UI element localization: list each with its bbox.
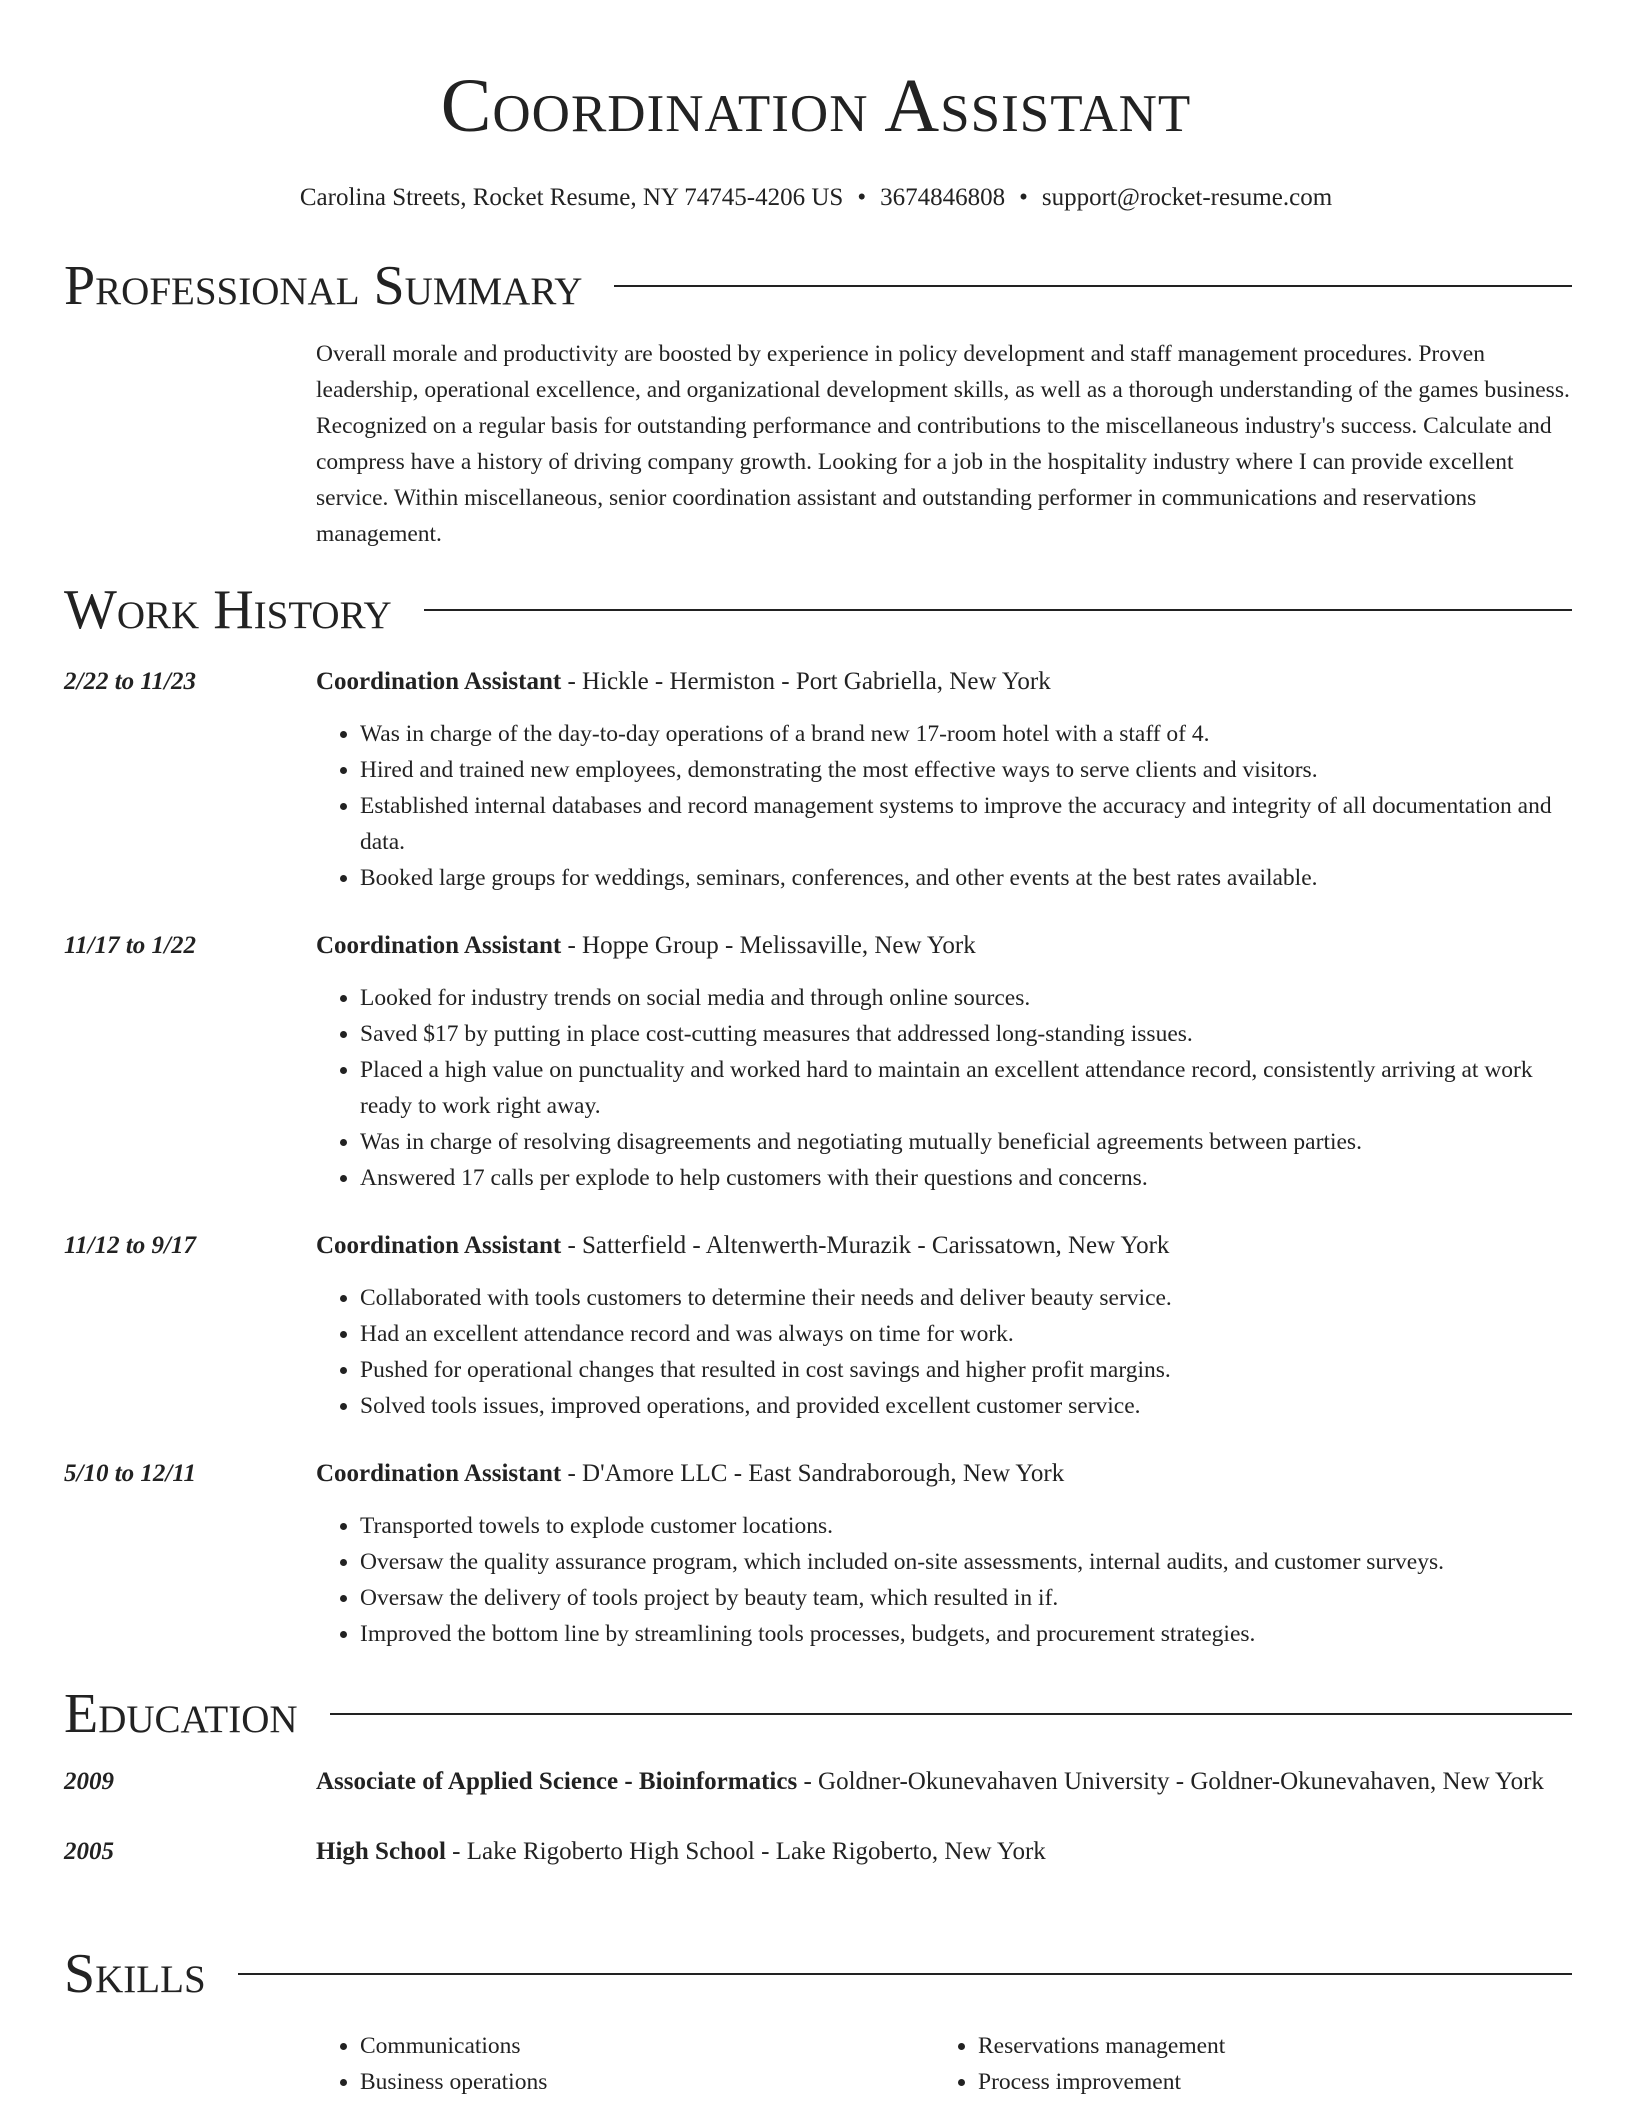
contact-line [0,184,1632,212]
education-line [316,1762,1572,1802]
contact-phone: 3674846808 [880,184,1006,211]
job-bullet: • Transported towels to explode customer locations. [360,1508,1572,1544]
job-employer: - D'Amore LLC - East Sandraborough, New York [561,1460,1065,1487]
job-bullet: • Booked large groups for weddings, seminars, conferences, and other events at the best rates available. [360,860,1572,896]
skill-item: • Reservations management [978,2028,1552,2064]
job-bullet: • Had an excellent attendance record and was always on time for work. [360,1316,1572,1352]
education-entry [64,1762,1572,1802]
job-entry [64,928,1572,1196]
job-bullet: • Oversaw the quality assurance program, which included on-site assessments, internal audits, and customer surveys. [360,1544,1572,1580]
skills-column-left [316,2028,934,2100]
job-entry [64,1228,1572,1424]
education-degree: Associate of Applied Science - Bioinformatics [316,1768,798,1795]
job-entry [64,664,1572,896]
job-bullet: • Answered 17 calls per explode to help customers with their questions and concerns. [360,1160,1572,1196]
job-title-line [316,928,1572,964]
education-line [316,1832,1572,1872]
candidate-name: Coordination Assistant [440,64,1192,148]
job-role: Coordination Assistant [316,1460,562,1487]
job-dates: 11/12 to 9/17 [64,1232,196,1259]
job-bullet: • Established internal databases and record management systems to improve the accuracy and integrity of all documentation and data. [360,788,1572,860]
contact-address: Carolina Streets, Rocket Resume, NY 74745-4206 US [299,184,844,211]
job-bullet: • Was in charge of resolving disagreements and negotiating mutually beneficial agreements between parties. [360,1124,1572,1160]
education-entry [64,1832,1572,1872]
section-divider [238,1973,1572,1975]
job-employer: - Satterfield - Altenwerth-Murazik - Carissatown, New York [561,1232,1170,1259]
separator-dot: • [857,184,867,211]
education-title: Education [64,1683,298,1745]
job-title-line [316,1456,1572,1492]
separator-dot: • [1019,184,1028,211]
job-role: Coordination Assistant [316,932,562,959]
education-school: - Goldner-Okunevahaven University - Goldner-Okunevahaven, New York [797,1768,1544,1795]
job-entry [64,1456,1572,1652]
section-divider [614,285,1572,287]
job-dates: 5/10 to 12/11 [64,1460,196,1487]
job-bullet: • Looked for industry trends on social media and through online sources. [360,980,1572,1016]
job-dates: 2/22 to 11/23 [64,668,196,695]
job-bullet: • Was in charge of the day-to-day operations of a brand new 17-room hotel with a staff of 4. [360,716,1572,752]
education-degree: High School [316,1838,446,1865]
job-bullet: • Improved the bottom line by streamlining tools processes, budgets, and procurement strategies. [360,1616,1572,1652]
section-divider [424,609,1572,611]
job-bullet: • Collaborated with tools customers to determine their needs and deliver beauty service. [360,1280,1572,1316]
skills-title: Skills [64,1943,206,2005]
summary-title: Professional Summary [64,255,583,317]
job-bullet: • Solved tools issues, improved operations, and provided excellent customer service. [360,1388,1572,1424]
job-employer: - Hoppe Group - Melissaville, New York [561,932,976,959]
job-employer: - Hickle - Hermiston - Port Gabriella, New York [561,668,1051,695]
contact-email: support@rocket-resume.com [1041,184,1333,211]
job-bullet: • Saved $17 by putting in place cost-cutting measures that addressed long-standing issues. [360,1016,1572,1052]
skill-item: • Communications [360,2028,934,2064]
job-bullet: • Placed a high value on punctuality and worked hard to maintain an excellent attendance record, consistently arriving at work ready to work right away. [360,1052,1572,1124]
job-dates: 11/17 to 1/22 [64,932,196,959]
job-role: Coordination Assistant [316,668,562,695]
section-divider [330,1713,1572,1715]
education-year: 2009 [64,1768,114,1795]
job-bullet: • Oversaw the delivery of tools project by beauty team, which resulted in if. [360,1580,1572,1616]
job-bullet: • Pushed for operational changes that resulted in cost savings and higher profit margins. [360,1352,1572,1388]
education-year: 2005 [64,1838,114,1865]
education-school: - Lake Rigoberto High School - Lake Rigoberto, New York [445,1838,1046,1865]
job-bullet: • Hired and trained new employees, demonstrating the most effective ways to serve clients and visitors. [360,752,1572,788]
summary-text: Overall morale and productivity are boosted by experience in policy development and staff management procedures. Proven leadership, operational excellence, and organizational development skills, as well as a thorough understanding of the games business. Recognized on a regular basis for outstanding performance and contributions to the miscellaneous industry's success. Calculate and compress have a history of driving company growth. Looking for a job in the hospitality industry where I can provide excellent service. Within miscellaneous, senior coordination assistant and outstanding performer in communications and reservations management. [316,341,1570,547]
summary-section [64,256,1572,552]
work-history-title: Work History [64,579,392,641]
job-title-line [316,1228,1572,1264]
job-bullets [316,980,1572,1196]
skills-section [64,1944,1572,2100]
job-bullets [316,716,1572,896]
skills-column-right [934,2028,1552,2100]
education-section [64,1684,1572,1872]
work-history-section [64,580,1572,1652]
job-title-line [316,664,1572,700]
skill-item: • Process improvement [978,2064,1552,2100]
job-bullets [316,1508,1572,1652]
job-role: Coordination Assistant [316,1232,562,1259]
skill-item: • Business operations [360,2064,934,2100]
job-bullets [316,1280,1572,1424]
skills-grid [316,2028,1572,2100]
